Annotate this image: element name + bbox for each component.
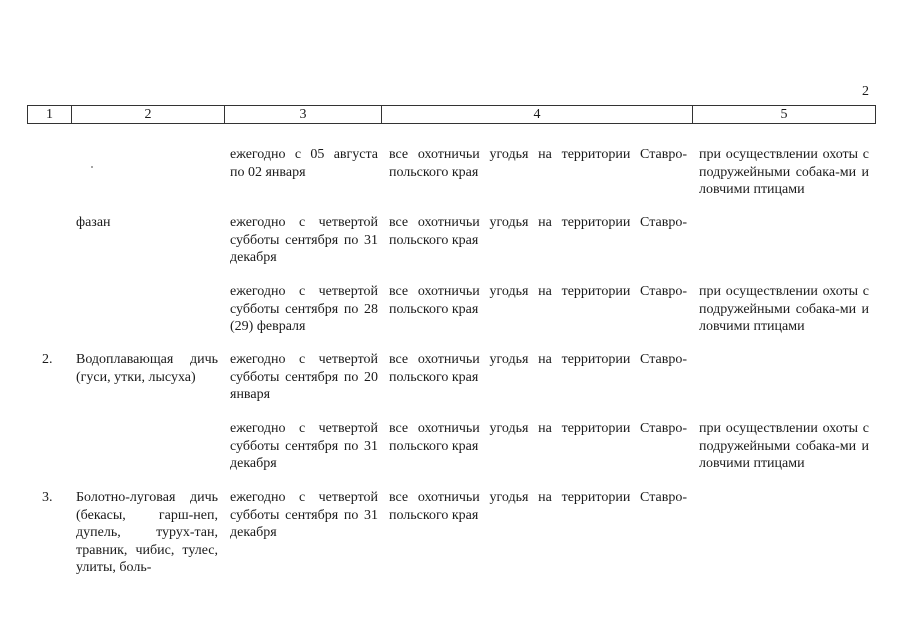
territory-cell: все охотничьи угодья на территории Ставро-польского края xyxy=(389,215,687,248)
period-cell: ежегодно с четвертой субботы сентября по 28 (29) февраля xyxy=(230,284,378,334)
territory-cell: все охотничьи угодья на территории Ставро-польского края xyxy=(389,284,687,317)
conditions-cell: при осуществлении охоты с подружейными собака-ми и ловчими птицами xyxy=(699,147,869,197)
header-cell-5: 5 xyxy=(780,107,788,122)
period-cell: ежегодно с четвертой субботы сентября по 31 декабря xyxy=(230,215,378,265)
conditions-cell: при осуществлении охоты с подружейными собака-ми и ловчими птицами xyxy=(699,284,869,334)
species-cell: фазан xyxy=(76,215,111,230)
row-number: 3. xyxy=(42,490,53,505)
row-number: 2. xyxy=(42,352,53,367)
header-cell-4: 4 xyxy=(382,106,693,123)
header-cell-3: 3 xyxy=(225,106,382,123)
territory-cell: все охотничьи угодья на территории Ставро-польского края xyxy=(389,421,687,454)
table-header-row xyxy=(27,105,876,124)
territory-cell: все охотничьи угодья на территории Ставро-польского края xyxy=(389,147,687,180)
conditions-cell: при осуществлении охоты с подружейными собака-ми и ловчими птицами xyxy=(699,421,869,471)
scan-speck xyxy=(91,166,93,168)
period-cell: ежегодно с четвертой субботы сентября по 20 января xyxy=(230,352,378,402)
territory-cell: все охотничьи угодья на территории Ставро-польского края xyxy=(389,352,687,385)
header-cell-2: 2 xyxy=(72,106,225,123)
territory-cell: все охотничьи угодья на территории Ставро-польского края xyxy=(389,490,687,523)
period-cell: ежегодно с 05 августа по 02 января xyxy=(230,147,378,180)
period-cell: ежегодно с четвертой субботы сентября по 31 декабря xyxy=(230,490,378,540)
page-number: 2 xyxy=(862,84,869,99)
period-cell: ежегодно с четвертой субботы сентября по 31 декабря xyxy=(230,421,378,471)
species-cell: Болотно-луговая дичь (бекасы, гарш-неп, дупель, турух-тан, травник, чибис, тулес, улиты, боль- xyxy=(76,490,218,575)
header-cell-1: 1 xyxy=(28,106,72,123)
species-cell: Водоплавающая дичь (гуси, утки, лысуха) xyxy=(76,352,218,385)
